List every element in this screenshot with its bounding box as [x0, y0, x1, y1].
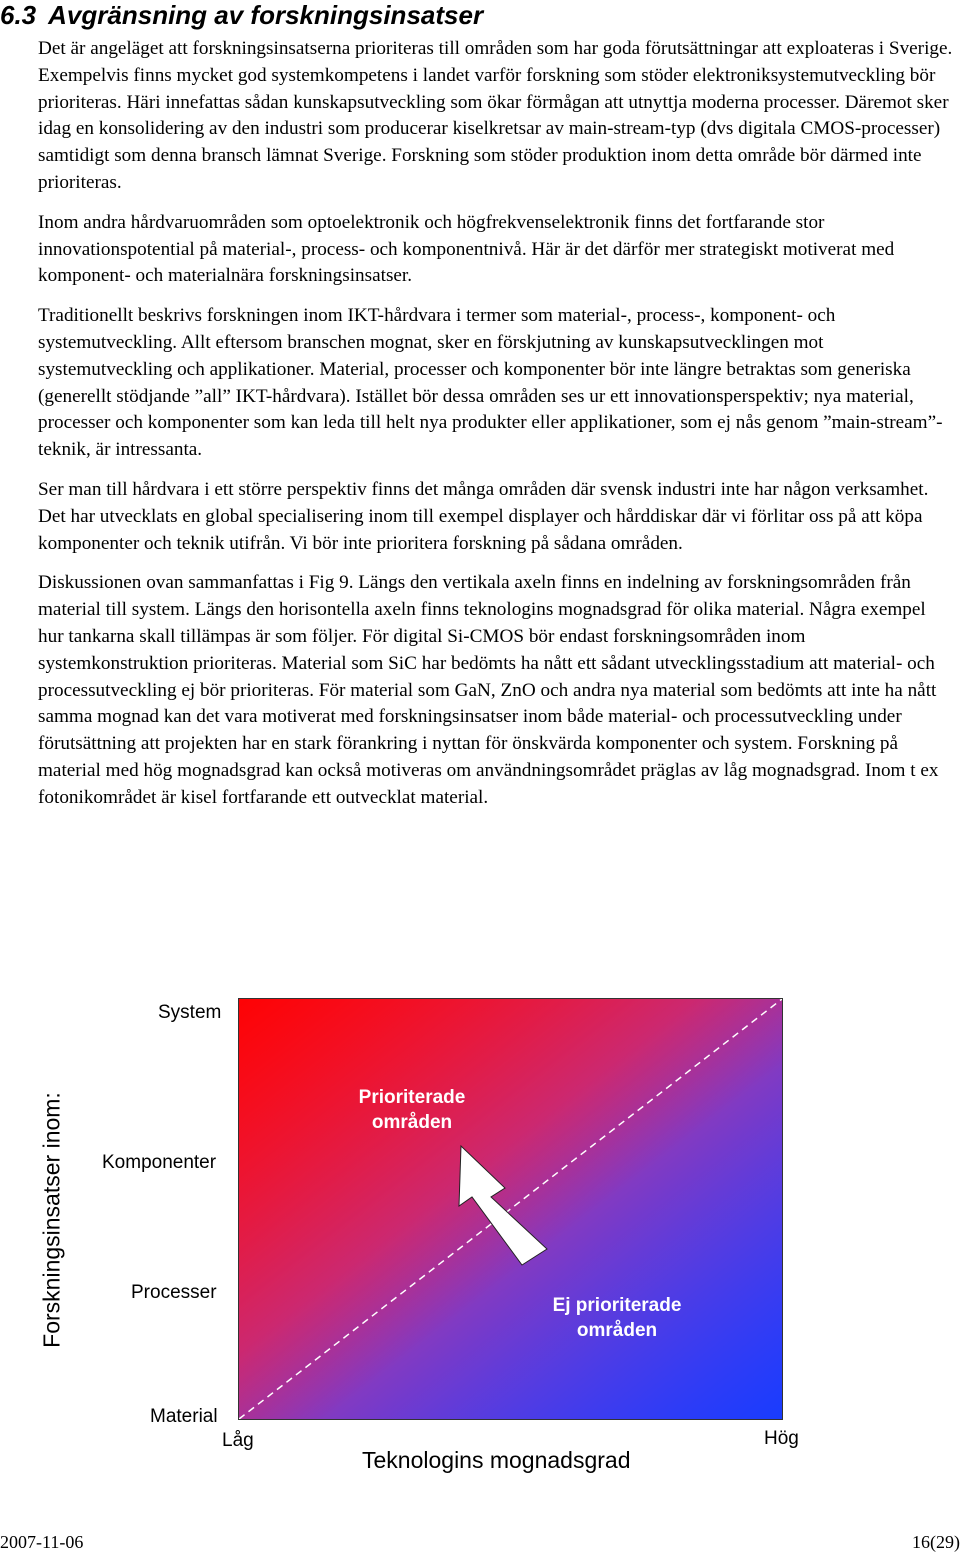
paragraph: Ser man till hårdvara i ett större perspektiv finns det många områden där svensk industri inte har någon verksamhet. Det har utvecklats en global specialisering inom till exempel displayer och hårddiskar där vi förlitar oss på att köpa komponenter och teknik utifrån. Vi bör inte prioritera forskning på sådana områden.: [38, 478, 929, 554]
diagonal-divider: [239, 999, 782, 1419]
y-level-processes: Processer: [131, 1282, 217, 1303]
region-not-prioritized-label: Ej prioriterade områden: [552, 1295, 682, 1341]
paragraph: Diskussionen ovan sammanfattas i Fig 9. Längs den vertikala axeln finns en indelning av forskningsområden från material till system. Längs den horisontella axeln finns teknologins mognadsgrad för olika material. Några exempel hur tankarna skall tillämpas är som följer. För digital Si-CMOS bör endast forskningsområden inom systemkonstruktion prioriteras. Material som SiC har bedömts ha nått ett sådant utvecklingsstadium att material- och processutveckling ej bör prioriteras. För material som GaN, ZnO och andra nya material som bedömts att inte ha nått samma mognad kan det vara motiverat med forskningsinsatser inom både material- och processutveckling under förutsättning att projekten har en stark förankring i nyttan för önskvärda komponenter och system. Forskning på material med hög mognadsgrad kan också motiveras om användningsområdet präglas av låg mognadsgrad. Inom t ex fotonikområdet är kisel fortfarande ett outvecklat material.: [38, 572, 939, 808]
x-high-label: Hög: [764, 1428, 799, 1449]
y-level-components: Komponenter: [102, 1152, 217, 1173]
section-title: Avgränsning av forskningsinsatser: [48, 0, 484, 30]
y-level-system: System: [158, 1002, 222, 1023]
paragraph: Inom andra hårdvaruområden som optoelektronik och högfrekvenselektronik finns det fortfarande stor innovationspotential på material-, process- och komponentnivå. Här är det därför mer strategiskt motiverat med komponent- och materialnära forskningsinsatser.: [38, 211, 895, 287]
priority-arrow: [459, 1146, 547, 1265]
diagram-overlay: [239, 999, 782, 1419]
y-axis-title: Forskningsinsatser inom:: [38, 1092, 65, 1348]
y-level-material: Material: [150, 1406, 218, 1427]
paragraph: Traditionellt beskrivs forskningen inom IKT-hårdvara i termer som material-, process-, komponent- och systemutveckling. Allt eftersom branschen mognat, sker en förskjutning av kunskapsutvecklingen mot systemutveckling och applikationer. Material, processer och komponenter bör inte längre betraktas som generiska (generellt stödjande ”all” IKT-hårdvara). Istället bör dessa områden ses ur ett innovationsperspektiv; nya material, processer och komponenter som kan leda till helt nya produkter eller applikationer, som ej nås genom ”main-stream”-teknik, är intressanta.: [38, 305, 943, 461]
maturity-gradient-box: [238, 998, 783, 1420]
x-low-label: Låg: [222, 1430, 254, 1451]
section-heading: [0, 0, 483, 30]
footer-date: 2007-11-06: [0, 1532, 84, 1552]
section-number: 6.3: [0, 0, 37, 30]
x-axis-title: Teknologins mognadsgrad: [362, 1447, 631, 1473]
body-text: [38, 36, 956, 825]
paragraph: Det är angeläget att forskningsinsatserna prioriteras till områden som har goda förutsättningar att exploateras i Sverige. Exempelvis finns mycket god systemkompetens i landet varför forskning som stöder elektroniksystemutveckling bör prioriteras. Häri innefattas sådan kunskapsutveckling som ökar förmågan att utnyttja moderna processer. Däremot sker idag en konsolidering av den industri som producerar kiselkretsar av main-stream-typ (dvs digitala CMOS-processer) samtidigt som denna bransch lämnat Sverige. Forskning som stöder produktion inom detta område bör därmed inte prioriteras.: [38, 38, 953, 193]
footer-page-number: 16(29): [912, 1532, 960, 1552]
region-prioritized-label: Prioriterade områden: [358, 1087, 466, 1133]
